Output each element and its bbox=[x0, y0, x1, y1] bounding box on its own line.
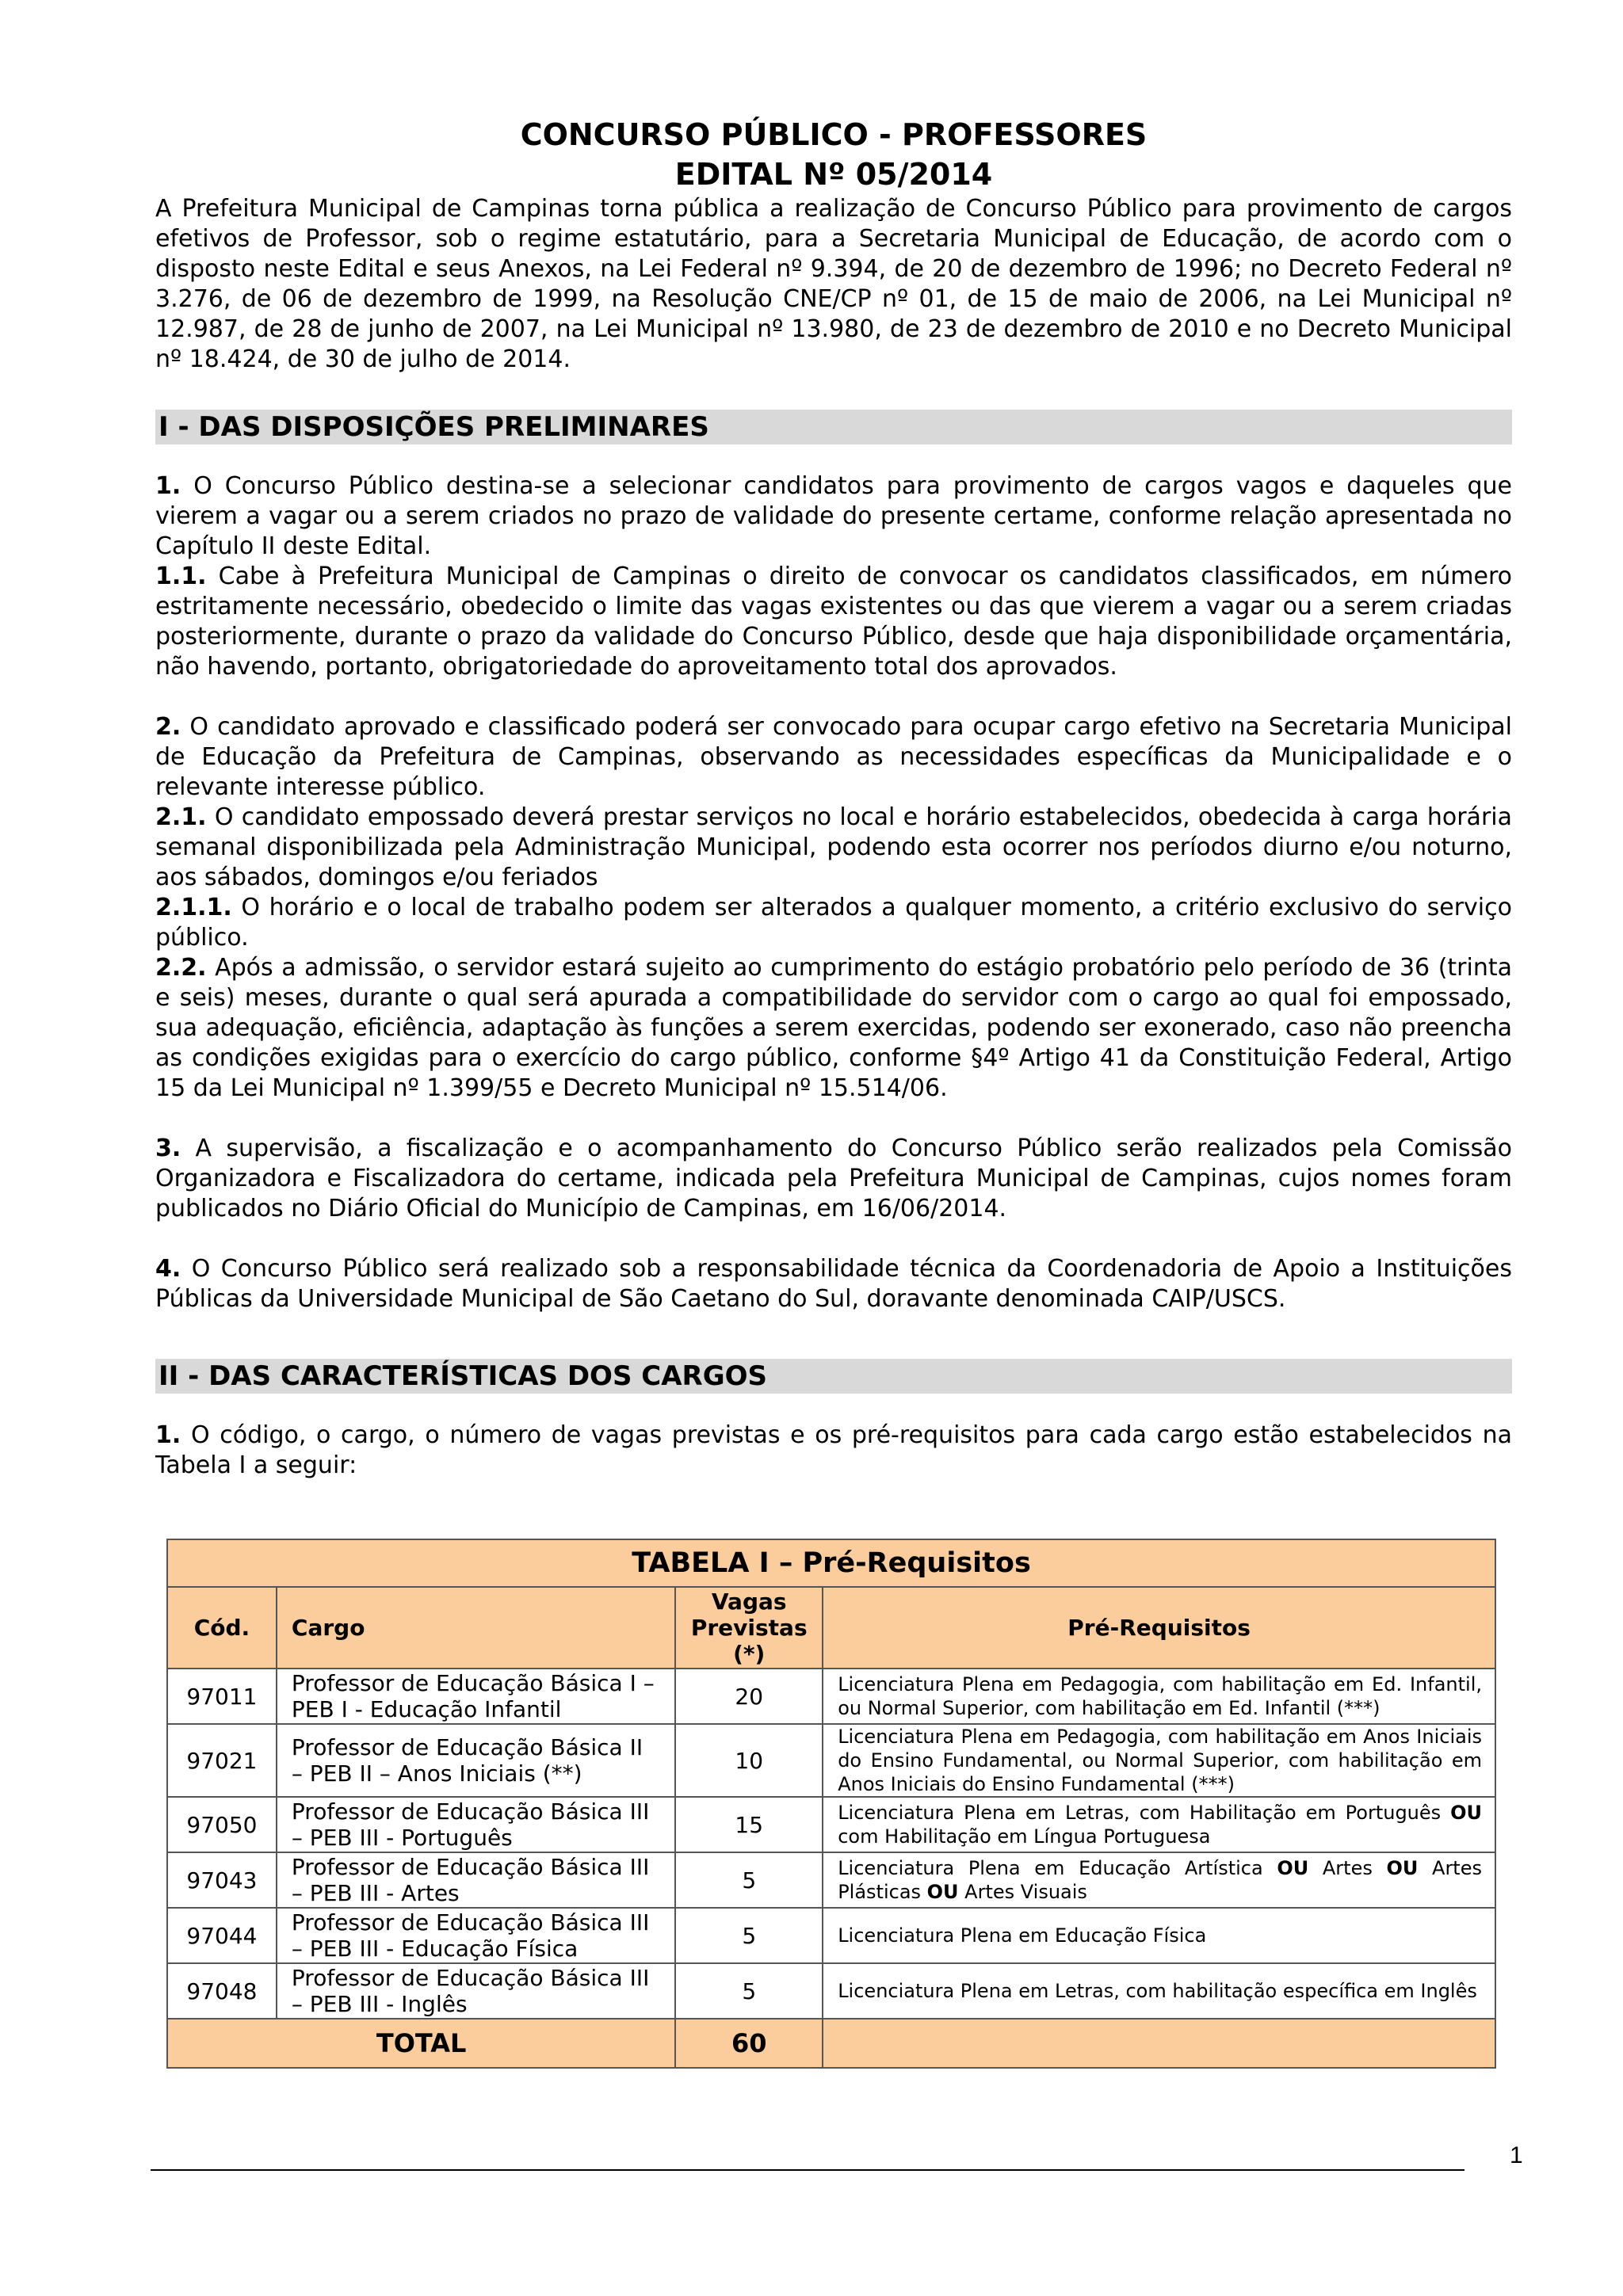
clause-4 bbox=[155, 1254, 1512, 1314]
cell-requisitos: Licenciatura Plena em Pedagogia, com habilitação em Ed. Infantil, ou Normal Superior, com habilitação em Ed. Infantil (***) bbox=[823, 1669, 1495, 1724]
cell-cargo: Professor de Educação Básica II – PEB II – Anos Iniciais (**) bbox=[277, 1724, 675, 1797]
section-heading-2: II - DAS CARACTERÍSTICAS DOS CARGOS bbox=[155, 1359, 1512, 1394]
footer-divider bbox=[151, 2169, 1465, 2171]
clause-2-2 bbox=[155, 953, 1512, 1104]
clause-text: O horário e o local de trabalho podem ser alterados a qualquer momento, a critério exclusivo do serviço público. bbox=[155, 894, 1512, 952]
document-body bbox=[155, 115, 1512, 1481]
col-header-requisitos: Pré-Requisitos bbox=[823, 1587, 1495, 1669]
total-value: 60 bbox=[675, 2019, 823, 2068]
cell-vagas: 5 bbox=[675, 1852, 823, 1908]
cell-requisitos: Licenciatura Plena em Letras, com Habilitação em Português OU com Habilitação em Língua Portuguesa bbox=[823, 1797, 1495, 1852]
clause-2-1 bbox=[155, 803, 1512, 893]
cell-cod: 97050 bbox=[167, 1797, 277, 1852]
cell-cargo: Professor de Educação Básica III – PEB III - Artes bbox=[277, 1852, 675, 1908]
cell-cargo: Professor de Educação Básica III – PEB III - Inglês bbox=[277, 1963, 675, 2019]
clause-number: 2.2. bbox=[155, 954, 207, 982]
table-header-row bbox=[167, 1587, 1495, 1669]
cell-requisitos: Licenciatura Plena em Educação Artística OU Artes OU Artes Plásticas OU Artes Visuais bbox=[823, 1852, 1495, 1908]
cell-vagas: 10 bbox=[675, 1724, 823, 1797]
cell-vagas: 15 bbox=[675, 1797, 823, 1852]
col-header-cargo: Cargo bbox=[277, 1587, 675, 1669]
cell-cod: 97048 bbox=[167, 1963, 277, 2019]
cell-cod: 97043 bbox=[167, 1852, 277, 1908]
clause-ii-1 bbox=[155, 1421, 1512, 1481]
section-heading-1: I - DAS DISPOSIÇÕES PRELIMINARES bbox=[155, 410, 1512, 444]
page-number: 1 bbox=[1510, 2142, 1523, 2168]
table-row bbox=[167, 1797, 1495, 1852]
clause-number: 4. bbox=[155, 1255, 181, 1283]
table-row bbox=[167, 1963, 1495, 2019]
clause-number: 1. bbox=[155, 1421, 181, 1449]
clause-text: O candidato empossado deverá prestar serviços no local e horário estabelecidos, obedecida à carga horária semanal disponibilizada pela Administração Municipal, podendo esta ocorrer nos períodos diurno e/ou noturno, aos sábados, domingos e/ou feriados bbox=[155, 803, 1512, 891]
table-title: TABELA I – Pré-Requisitos bbox=[167, 1539, 1495, 1587]
clause-number: 2.1.1. bbox=[155, 894, 232, 921]
clause-text: Após a admissão, o servidor estará sujeito ao cumprimento do estágio probatório pelo período de 36 (trinta e seis) meses, durante o qual será apurada a compatibilidade do servidor com o cargo ao qual foi empossado, sua adequação, eficiência, adaptação às funções a serem exercidas, podendo ser exonerado, caso não preencha as condições exigidas para o exercício do cargo público, conforme §4º Artigo 41 da Constituição Federal, Artigo 15 da Lei Municipal nº 1.399/55 e Decreto Municipal nº 15.514/06. bbox=[155, 954, 1512, 1102]
clause-2 bbox=[155, 712, 1512, 803]
cell-requisitos: Licenciatura Plena em Educação Física bbox=[823, 1908, 1495, 1963]
clause-number: 2.1. bbox=[155, 803, 207, 831]
table-row bbox=[167, 1852, 1495, 1908]
cell-requisitos: Licenciatura Plena em Pedagogia, com habilitação em Anos Iniciais do Ensino Fundamental, ou Normal Superior, com habilitação em Anos Iniciais do Ensino Fundamental (***) bbox=[823, 1724, 1495, 1797]
cell-cargo: Professor de Educação Básica I – PEB I - Educação Infantil bbox=[277, 1669, 675, 1724]
intro-paragraph: A Prefeitura Municipal de Campinas torna pública a realização de Concurso Público para provimento de cargos efetivos de Professor, sob o regime estatutário, para a Secretaria Municipal de Educação, de acordo com o disposto neste Edital e seus Anexos, na Lei Federal nº 9.394, de 20 de dezembro de 1996; no Decreto Federal nº 3.276, de 06 de dezembro de 1999, na Resolução CNE/CP nº 01, de 15 de maio de 2006, na Lei Municipal nº 12.987, de 28 de junho de 2007, na Lei Municipal nº 13.980, de 23 de dezembro de 2010 e no Decreto Municipal nº 18.424, de 30 de julho de 2014. bbox=[155, 195, 1512, 373]
cell-vagas: 5 bbox=[675, 1908, 823, 1963]
col-header-cod: Cód. bbox=[167, 1587, 277, 1669]
cell-cod: 97044 bbox=[167, 1908, 277, 1963]
col-header-vagas: Vagas Previstas (*) bbox=[675, 1587, 823, 1669]
title-line-1: CONCURSO PÚBLICO - PROFESSORES bbox=[520, 117, 1148, 152]
cell-vagas: 20 bbox=[675, 1669, 823, 1724]
clause-3 bbox=[155, 1134, 1512, 1224]
clause-text: O candidato aprovado e classificado poderá ser convocado para ocupar cargo efetivo na Secretaria Municipal de Educação da Prefeitura de Campinas, observando as necessidades específicas da Municipalidade e o relevante interesse público. bbox=[155, 713, 1512, 801]
table-row bbox=[167, 1908, 1495, 1963]
title-line-2: EDITAL Nº 05/2014 bbox=[674, 157, 993, 192]
clause-text: O Concurso Público será realizado sob a responsabilidade técnica da Coordenadoria de Apoio a Instituições Públicas da Universidade Municipal de São Caetano do Sul, doravante denominada CAIP/USCS. bbox=[155, 1255, 1512, 1313]
table-row bbox=[167, 1669, 1495, 1724]
clause-text: Cabe à Prefeitura Municipal de Campinas o direito de convocar os candidatos classificados, em número estritamente necessário, obedecido o limite das vagas existentes ou das que vierem a vagar ou a serem criadas posteriormente, durante o prazo da validade do Concurso Público, desde que haja disponibilidade orçamentária, não havendo, portanto, obrigatoriedade do aproveitamento total dos aprovados. bbox=[155, 563, 1512, 681]
clause-number: 2. bbox=[155, 713, 181, 741]
clause-text: O código, o cargo, o número de vagas previstas e os pré-requisitos para cada cargo estão estabelecidos na Tabela I a seguir: bbox=[155, 1421, 1512, 1479]
cell-requisitos: Licenciatura Plena em Letras, com habilitação específica em Inglês bbox=[823, 1963, 1495, 2019]
total-label: TOTAL bbox=[167, 2019, 675, 2068]
cell-cod: 97021 bbox=[167, 1724, 277, 1797]
clause-text: A supervisão, a fiscalização e o acompanhamento do Concurso Público serão realizados pela Comissão Organizadora e Fiscalizadora do certame, indicada pela Prefeitura Municipal de Campinas, cujos nomes foram publicados no Diário Oficial do Município de Campinas, em 16/06/2014. bbox=[155, 1135, 1512, 1222]
cell-cargo: Professor de Educação Básica III – PEB III - Educação Física bbox=[277, 1908, 675, 1963]
cell-cod: 97011 bbox=[167, 1669, 277, 1724]
clause-number: 1.1. bbox=[155, 563, 207, 590]
cell-vagas: 5 bbox=[675, 1963, 823, 2019]
clause-1-1 bbox=[155, 562, 1512, 682]
cell-cargo: Professor de Educação Básica III – PEB III - Português bbox=[277, 1797, 675, 1852]
clause-number: 3. bbox=[155, 1135, 181, 1162]
page-title bbox=[155, 115, 1512, 194]
requirements-table bbox=[166, 1539, 1496, 2069]
table-total-row bbox=[167, 2019, 1495, 2068]
clause-1 bbox=[155, 471, 1512, 562]
table-row bbox=[167, 1724, 1495, 1797]
total-empty-cell bbox=[823, 2019, 1495, 2068]
clause-2-1-1 bbox=[155, 893, 1512, 953]
clause-number: 1. bbox=[155, 472, 181, 500]
clause-text: O Concurso Público destina-se a selecionar candidatos para provimento de cargos vagos e daqueles que vierem a vagar ou a serem criados no prazo de validade do presente certame, conforme relação apresentada no Capítulo II deste Edital. bbox=[155, 472, 1512, 560]
